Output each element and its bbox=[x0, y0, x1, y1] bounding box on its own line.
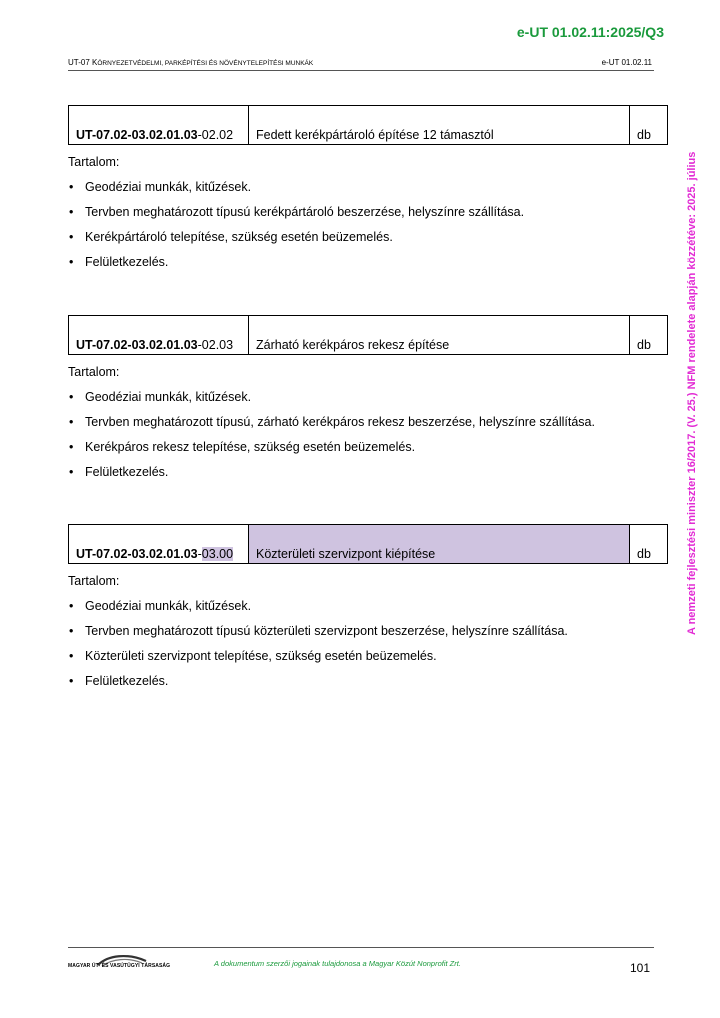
running-header bbox=[68, 58, 654, 71]
item-header-table bbox=[68, 105, 668, 145]
list-item: • Felületkezelés. bbox=[68, 674, 670, 688]
item-title: Zárható kerékpáros rekesz építése bbox=[249, 316, 630, 355]
page-number: 101 bbox=[630, 961, 651, 975]
copyright-notice: A dokumentum szerzői jogainak tulajdonosa a Magyar Közút Nonprofit Zrt. bbox=[214, 959, 461, 968]
content-list bbox=[68, 390, 670, 479]
header-right-code: e-UT 01.02.11 bbox=[601, 58, 652, 67]
item-title: Közterületi szervizpont kiépítése bbox=[249, 525, 630, 564]
item-unit: db bbox=[630, 525, 668, 564]
item-unit: db bbox=[630, 106, 668, 145]
content-label: Tartalom: bbox=[68, 574, 120, 588]
list-item: • Közterületi szervizpont telepítése, szükség esetén beüzemelés. bbox=[68, 649, 670, 663]
list-item: • Kerékpártároló telepítése, szükség esetén beüzemelés. bbox=[68, 230, 670, 244]
list-item: • Felületkezelés. bbox=[68, 255, 670, 269]
item-header-table bbox=[68, 524, 668, 564]
content-list bbox=[68, 599, 670, 688]
list-item: • Felületkezelés. bbox=[68, 465, 670, 479]
list-item: • Tervben meghatározott típusú, zárható kerékpáros rekesz beszerzése, helyszínre szállítása. bbox=[68, 415, 670, 429]
item-block-1 bbox=[68, 105, 670, 269]
list-item: • Kerékpáros rekesz telepítése, szükség esetén beüzemelés. bbox=[68, 440, 670, 454]
footer-divider bbox=[68, 947, 654, 948]
item-code: UT-07.02-03.02.01.03-02.03 bbox=[69, 316, 249, 355]
list-item: • Tervben meghatározott típusú kerékpártároló beszerzése, helyszínre szállítása. bbox=[68, 205, 670, 219]
document-code: e-UT 01.02.11:2025/Q3 bbox=[516, 24, 664, 40]
list-item: • Geodéziai munkák, kitűzések. bbox=[68, 390, 670, 404]
item-block-2 bbox=[68, 315, 670, 479]
side-note: A nemzeti fejlesztési miniszter 16/2017. (V. 25.) NFM rendelete alapján közzétéve: 2025. július bbox=[686, 151, 698, 635]
content-label: Tartalom: bbox=[68, 365, 120, 379]
item-unit: db bbox=[630, 316, 668, 355]
item-header-table bbox=[68, 315, 668, 355]
item-code: UT-07.02-03.02.01.03-03.00 bbox=[69, 525, 249, 564]
highlighted-code-suffix: 03.00 bbox=[201, 547, 234, 561]
list-item: • Tervben meghatározott típusú közterületi szervizpont beszerzése, helyszínre szállítása. bbox=[68, 624, 670, 638]
list-item: • Geodéziai munkák, kitűzések. bbox=[68, 180, 670, 194]
content-label: Tartalom: bbox=[68, 155, 120, 169]
item-block-3 bbox=[68, 524, 670, 688]
list-item: • Geodéziai munkák, kitűzések. bbox=[68, 599, 670, 613]
content-list bbox=[68, 180, 670, 269]
item-title: Fedett kerékpártároló építése 12 támasztól bbox=[249, 106, 630, 145]
item-code: UT-07.02-03.02.01.03-02.02 bbox=[69, 106, 249, 145]
logo-text: MAGYAR ÚT- ÉS VASÚTÜGYI TÁRSASÁG bbox=[68, 963, 171, 969]
chapter-title: UT-07 KÖRNYEZETVÉDELMI, PARKÉPÍTÉSI ÉS NÖVÉNYTELEPÍTÉSI MUNKÁK bbox=[68, 58, 314, 67]
